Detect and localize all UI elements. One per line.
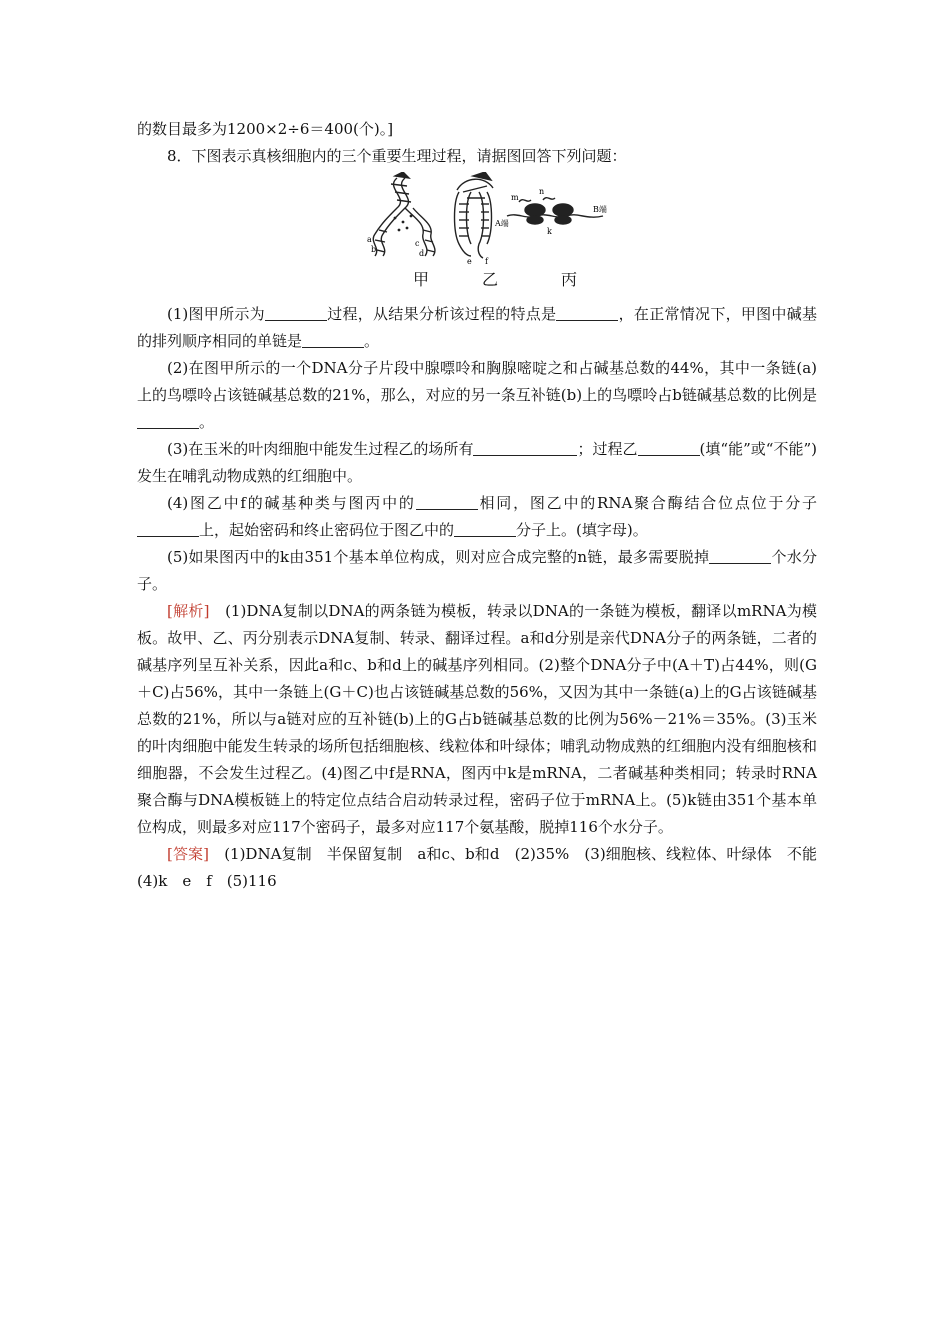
answer-text: (1)DNA复制 半保留复制 a和c、b和d (2)35% (3)细胞核、线粒体、叶绿体 不能 (4)k e f (5)116 bbox=[137, 845, 833, 890]
figure-processes bbox=[137, 172, 817, 297]
yi-letter-f: f bbox=[485, 257, 488, 264]
answer-blank[interactable] bbox=[638, 439, 700, 456]
panel-label-jia: 甲 bbox=[413, 270, 430, 289]
jia-letter-d: d bbox=[419, 249, 425, 258]
question-2: (2)在图甲所示的一个DNA分子片段中腺嘌呤和胸腺嘧啶之和占碱基总数的44%，其中一条链(a)上的鸟嘌呤占该链碱基总数的21%，那么，对应的另一条互补链(b)上的鸟嘌呤占b链碱基总数的比例是。 bbox=[137, 359, 817, 431]
jia-letter-c: c bbox=[415, 239, 420, 248]
analysis-paragraph bbox=[137, 598, 817, 841]
question-5: (5)如果图丙中的k由351个基本单位构成，则对应合成完整的n链，最多需要脱掉 个水分子。 bbox=[137, 548, 817, 593]
panel-label-bing: 丙 bbox=[561, 270, 578, 289]
translation-diagram bbox=[507, 198, 603, 224]
figure-panel-labels bbox=[137, 267, 817, 291]
question-stem: 8．下图表示真核细胞内的三个重要生理过程，请据图回答下列问题： bbox=[167, 147, 627, 165]
answer-tag: [答案] bbox=[167, 845, 209, 863]
figure-diagram bbox=[367, 172, 617, 264]
answer-blank[interactable] bbox=[265, 304, 327, 321]
jia-letter-b: b bbox=[371, 245, 377, 254]
panel-label-yi: 乙 bbox=[482, 270, 499, 289]
question-4: (4)图乙中f的碱基种类与图丙中的 相同，图乙中的RNA聚合酶结合位点位于分子上，起始密码和终止密码位于图乙中的 分子上。(填字母)。 bbox=[137, 490, 817, 544]
answer-blank[interactable] bbox=[556, 304, 618, 321]
bing-letter-n: n bbox=[539, 187, 545, 196]
answer-blank[interactable] bbox=[137, 520, 199, 537]
analysis-text: (1)DNA复制以DNA的两条链为模板，转录以DNA的一条链为模板，翻译以mRNA为模板。故甲、乙、丙分别表示DNA复制、转录、翻译过程。a和d分别是亲代DNA分子的两条链，二者的碱基序列呈互补关系，因此a和c、b和d上的碱基序列相同。(2)整个DNA分子中(A＋T)占44%，则(G＋C)占56%，其中一条链上(G＋C)也占该链碱基总数的56%，又因为其中一条链(a)上的G占该链碱基总数的21%，所以与a链对应的互补链(b)上的G占b链碱基总数的比例为56%－21%＝35%。(3)玉米的叶肉细胞中能发生转录的场所包括细胞核、线粒体和叶绿体；哺乳动物成熟的红细胞内没有细胞核和细胞器，不会发生过程乙。(4)图乙中f是RNA，图丙中k是mRNA，二者碱基种类相同；转录时RNA聚合酶与DNA模板链上的特定位点结合启动转录过程，密码子位于mRNA上。(5)k链由351个基本单位构成，则最多对应117个密码子，最多对应117个氨基酸，脱掉116个水分子。 bbox=[137, 602, 817, 836]
yi-letter-e: e bbox=[467, 257, 472, 264]
answer-blank[interactable] bbox=[416, 493, 478, 510]
transcription-diagram bbox=[455, 172, 494, 258]
bing-letter-k: k bbox=[547, 227, 552, 236]
answer-blank[interactable] bbox=[137, 412, 199, 429]
answer-blank[interactable] bbox=[454, 520, 516, 537]
analysis-tag: [解析] bbox=[167, 602, 210, 620]
answer-blank[interactable] bbox=[709, 547, 771, 564]
continuation-line: 的数目最多为1200×2÷6＝400(个)。] bbox=[137, 120, 394, 138]
question-3: (3)在玉米的叶肉细胞中能发生过程乙的场所有 ；过程乙 (填“能”或“不能”)发生在哺乳动物成熟的红细胞中。 bbox=[137, 440, 817, 485]
answer-blank[interactable] bbox=[302, 331, 364, 348]
replication-diagram bbox=[373, 172, 435, 256]
answer-blank[interactable] bbox=[473, 439, 577, 456]
bing-b-end-label: B端 bbox=[593, 205, 607, 214]
answer-paragraph bbox=[137, 841, 833, 895]
bing-a-end-label: A端 bbox=[495, 219, 509, 228]
jia-letter-a: a bbox=[367, 235, 372, 244]
document-page bbox=[137, 116, 833, 895]
bing-letter-m: m bbox=[511, 193, 519, 202]
question-1: (1)图甲所示为 过程，从结果分析该过程的特点是 ，在正常情况下，甲图中碱基的排列顺序相同的单链是 。 bbox=[137, 305, 817, 350]
